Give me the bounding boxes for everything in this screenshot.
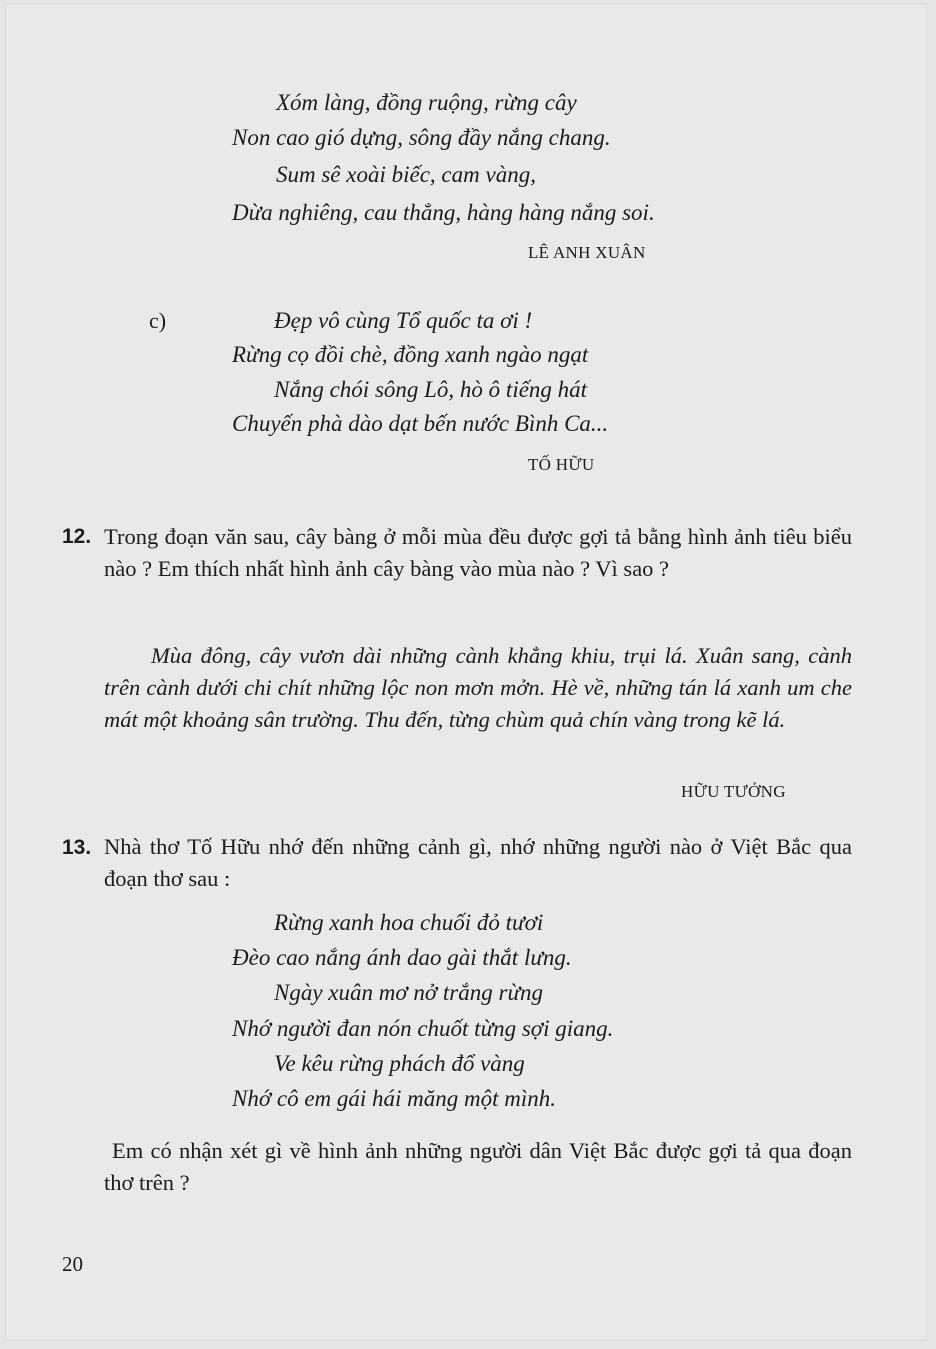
exercise-12-passage: Mùa đông, cây vươn dài những cành khẳng khiu, trụi lá. Xuân sang, cành trên cành dưới chi chít những lộc non mơn mởn. Hè về, những tán lá xanh um che mát một khoảng sân trường. Thu đến, từng chùm quả chín vàng trong kẽ lá. (104, 643, 852, 732)
poem-b-line-4: Dừa nghiêng, cau thẳng, hàng hàng nắng soi. (232, 200, 655, 225)
page-number: 20 (62, 1252, 83, 1276)
exercise-13-question: Nhà thơ Tố Hữu nhớ đến những cảnh gì, nhớ những người nào ở Việt Bắc qua đoạn thơ sau : (104, 834, 852, 891)
poem-b-author: LÊ ANH XUÂN (528, 243, 646, 262)
poem-c-line-4: Chuyến phà dào dạt bến nước Bình Ca... (232, 411, 609, 436)
poem-c-line-3: Nắng chói sông Lô, hò ô tiếng hát (274, 377, 588, 402)
poem-c-label: c) (149, 308, 167, 333)
exercise-13-line-1: Rừng xanh hoa chuối đỏ tươi (274, 910, 544, 935)
exercise-13-line-2: Đèo cao nắng ánh dao gài thắt lưng. (232, 945, 572, 970)
poem-b-line-1: Xóm làng, đồng ruộng, rừng cây (276, 90, 577, 115)
exercise-13-line-5: Ve kêu rừng phách đổ vàng (274, 1051, 525, 1076)
poem-c-line-2: Rừng cọ đồi chè, đồng xanh ngào ngạt (232, 342, 589, 367)
exercise-13-line-4: Nhớ người đan nón chuốt từng sợi giang. (232, 1016, 614, 1041)
exercise-13-line-3: Ngày xuân mơ nở trắng rừng (274, 980, 544, 1005)
poem-b-line-3: Sum sê xoài biếc, cam vàng, (276, 162, 536, 187)
exercise-13-number: 13. (62, 836, 92, 859)
book-page (6, 4, 926, 1340)
exercise-12-question: Trong đoạn văn sau, cây bàng ở mỗi mùa đều được gợi tả bằng hình ảnh tiêu biểu nào ? Em thích nhất hình ảnh cây bàng vào mùa nào ? Vì sao ? (104, 524, 852, 581)
poem-c-line-1: Đẹp vô cùng Tổ quốc ta ơi ! (274, 308, 533, 333)
poem-c-author: TỐ HỮU (528, 455, 595, 474)
exercise-12-number: 12. (62, 525, 92, 548)
poem-b-line-2: Non cao gió dựng, sông đầy nắng chang. (232, 125, 611, 150)
exercise-12-author: HỮU TƯỞNG (681, 782, 786, 801)
exercise-13-line-6: Nhớ cô em gái hái măng một mình. (232, 1086, 557, 1111)
exercise-13-followup: Em có nhận xét gì về hình ảnh những người dân Việt Bắc được gợi tả qua đoạn thơ trên ? (104, 1138, 852, 1195)
